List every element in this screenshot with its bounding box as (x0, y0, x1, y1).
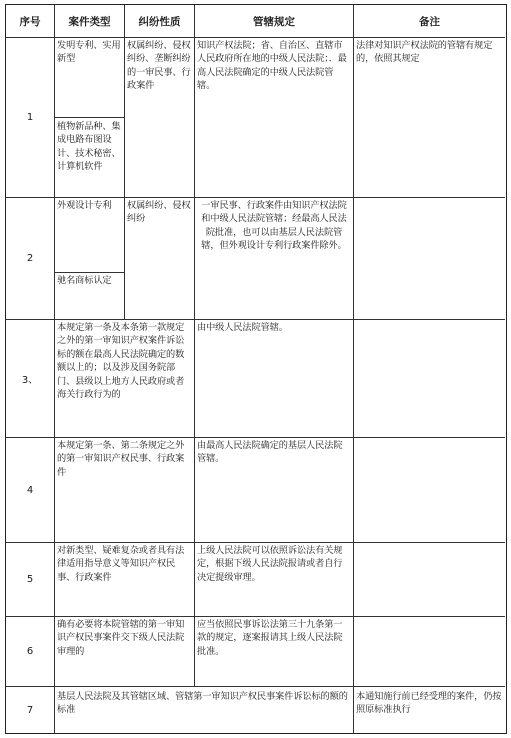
row-1-case-type-a: 发明专利、实用新型 (55, 38, 125, 118)
row-4-remark (354, 438, 505, 543)
header-remark: 备注 (354, 5, 505, 38)
row-2-number: 2 (6, 198, 55, 320)
row-3-number: 3、 (6, 320, 55, 438)
row-2-jurisdiction-rule: 一审民事、行政案件由知识产权法院和中级人民法院管辖；经最高人民法院批准，也可以由基层人民法院管辖，但外观设计专利行政案件除外。 (195, 198, 354, 320)
row-2-remark (354, 198, 505, 320)
row-5-case-description: 对新类型、疑难复杂或者具有法律适用指导意义等知识产权民事、行政案件 (55, 543, 195, 617)
header-no: 序号 (6, 5, 55, 38)
jurisdiction-table (5, 4, 507, 734)
row-7-case-description: 基层人民法院及其管辖区域、管辖第一审知识产权民事案件诉讼标的额的标准 (55, 687, 354, 733)
header-dispute-nature: 纠纷性质 (125, 5, 195, 38)
row-4-number: 4 (6, 438, 55, 543)
row-6-number: 6 (6, 617, 55, 687)
row-4-jurisdiction-rule: 由最高人民法院确定的基层人民法院管辖。 (195, 438, 354, 543)
header-case-type: 案件类型 (55, 5, 125, 38)
row-1-dispute-nature: 权属纠纷、侵权纠纷、垄断纠纷的一审民事、行政案件 (125, 38, 195, 198)
row-2-dispute-nature: 权属纠纷、侵权纠纷 (125, 198, 195, 320)
row-6-jurisdiction-rule: 应当依照民事诉讼法第三十九条第一款的规定，逐案报请其上级人民法院批准。 (195, 617, 354, 687)
row-2-case-type-b: 驰名商标认定 (55, 273, 125, 320)
header-jurisdiction-rule: 管辖规定 (195, 5, 354, 38)
row-7-number: 7 (6, 687, 55, 733)
row-3-case-description: 本规定第一条及本条第一款规定之外的第一审知识产权案件诉讼标的额在最高人民法院确定的数额以上的；以及涉及国务院部门、县级以上地方人民政府或者海关行政行为的 (55, 320, 195, 438)
row-6-case-description: 确有必要将本院管辖的第一审知识产权民事案件交下级人民法院审理的 (55, 617, 195, 687)
row-3-jurisdiction-rule: 由中级人民法院管辖。 (195, 320, 354, 438)
row-1-jurisdiction-rule: 知识产权法院；省、自治区、直辖市人民政府所在地的中级人民法院；．最高人民法院确定的中级人民法院管辖。 (195, 38, 354, 198)
row-1-remark: 法律对知识产权法院的管辖有规定的，依照其规定 (354, 38, 505, 198)
row-7-remark: 本通知施行前已经受理的案件，仍按照原标准执行 (356, 691, 502, 716)
row-5-remark (354, 543, 505, 617)
row-2-case-type-a: 外观设计专利 (55, 198, 125, 273)
row-1-number: 1 (6, 38, 55, 198)
row-5-jurisdiction-rule: 上级人民法院可以依照诉讼法有关规定，根据下级人民法院报请或者自行决定提级审理。 (195, 543, 354, 617)
row-1-case-type-b: 植物新品种、集成电路布图设计、技术秘密、计算机软件 (55, 118, 125, 198)
row-5-number: 5 (6, 543, 55, 617)
row-4-case-description: 本规定第一条、第二条规定之外的第一审知识产权民事、行政案件 (55, 438, 195, 543)
row-3-remark (354, 320, 505, 438)
row-6-remark (354, 617, 505, 687)
